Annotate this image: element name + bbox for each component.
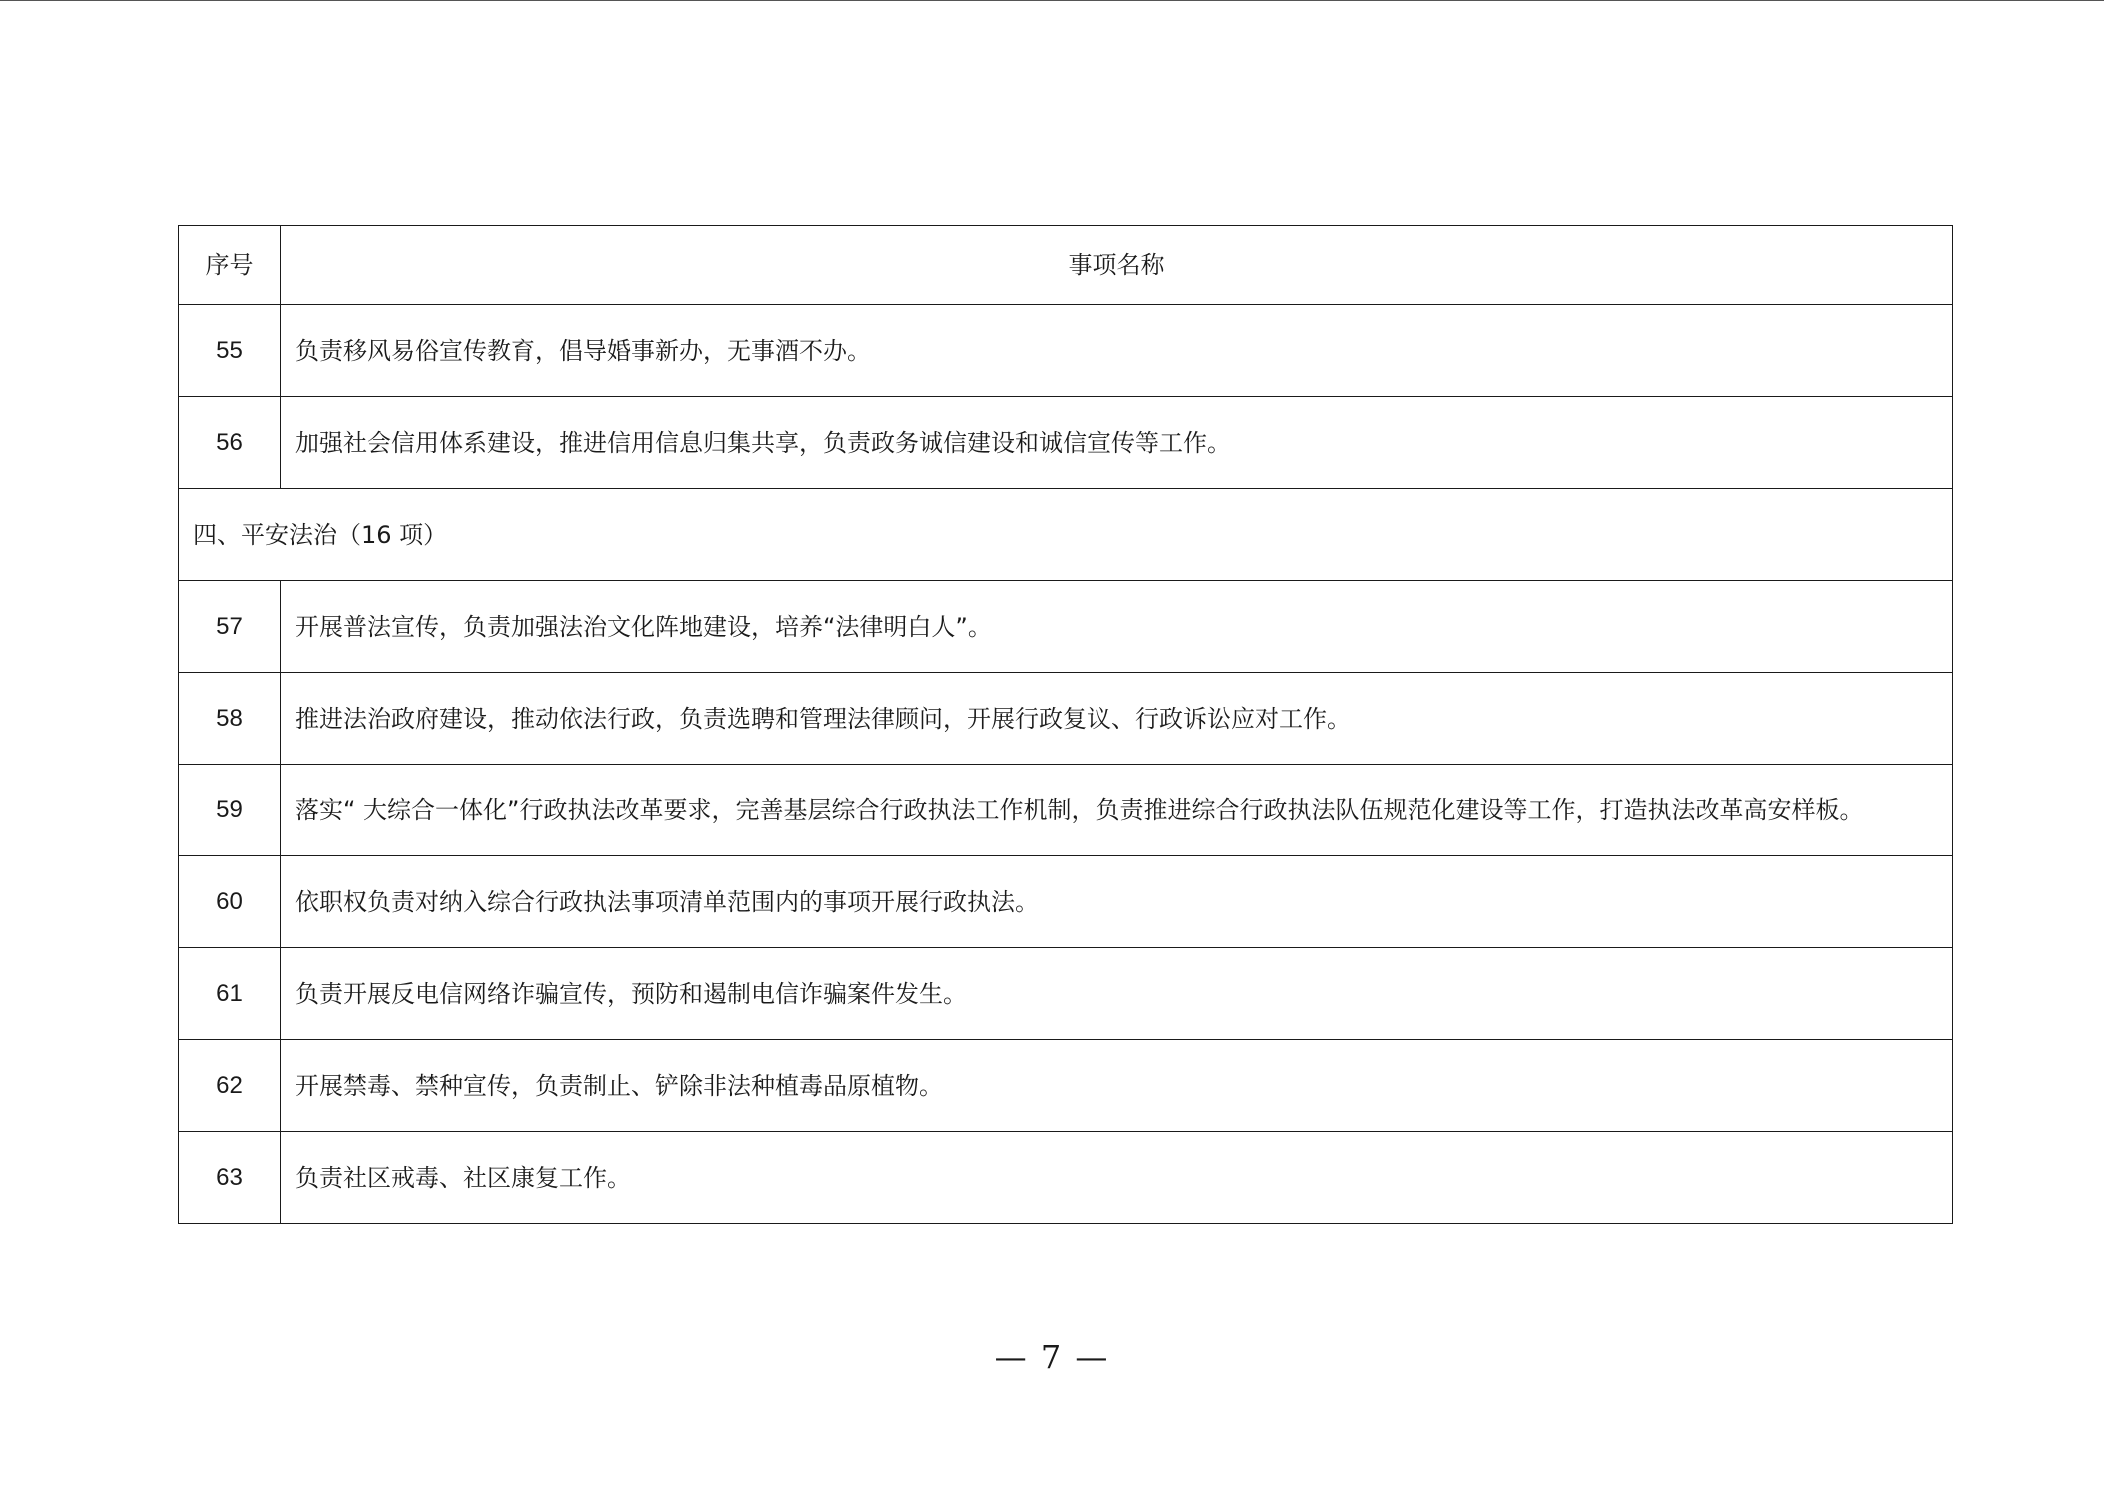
- row-matter-text: 开展禁毒、禁种宣传，负责制止、铲除非法种植毒品原植物。: [281, 1040, 1953, 1132]
- matters-table: [178, 225, 1953, 1224]
- row-number: 62: [179, 1040, 281, 1132]
- row-matter-text: 负责移风易俗宣传教育，倡导婚事新办，无事酒不办。: [281, 305, 1953, 397]
- table-row: [179, 1040, 1953, 1132]
- table-header-row: [179, 226, 1953, 305]
- row-matter-text: 负责开展反电信网络诈骗宣传，预防和遏制电信诈骗案件发生。: [281, 948, 1953, 1040]
- table-row: [179, 1132, 1953, 1224]
- table-row: [179, 673, 1953, 765]
- section-heading: 四、平安法治（16 项）: [179, 489, 1953, 581]
- row-matter-text: 加强社会信用体系建设，推进信用信息归集共享，负责政务诚信建设和诚信宣传等工作。: [281, 397, 1953, 489]
- row-number: 57: [179, 581, 281, 673]
- row-matter-text: 负责社区戒毒、社区康复工作。: [281, 1132, 1953, 1224]
- top-border-line: [0, 0, 2104, 1]
- row-number: 59: [179, 765, 281, 856]
- table-row: [179, 305, 1953, 397]
- row-number: 56: [179, 397, 281, 489]
- table-row: [179, 948, 1953, 1040]
- page-number: — 7 —: [994, 1338, 1110, 1376]
- row-number: 61: [179, 948, 281, 1040]
- row-matter-text: 推进法治政府建设，推动依法行政，负责选聘和管理法律顾问，开展行政复议、行政诉讼应对工作。: [281, 673, 1953, 765]
- header-serial-number: 序号: [179, 226, 281, 305]
- table-row: [179, 397, 1953, 489]
- row-number: 55: [179, 305, 281, 397]
- row-matter-text: 落实“ 大综合一体化”行政执法改革要求，完善基层综合行政执法工作机制，负责推进综合行政执法队伍规范化建设等工作，打造执法改革高安样板。: [281, 765, 1953, 856]
- row-number: 63: [179, 1132, 281, 1224]
- row-number: 58: [179, 673, 281, 765]
- row-number: 60: [179, 856, 281, 948]
- section-row: [179, 489, 1953, 581]
- header-matter-name: 事项名称: [281, 226, 1953, 305]
- table-row: [179, 765, 1953, 856]
- table-row: [179, 856, 1953, 948]
- row-matter-text: 开展普法宣传，负责加强法治文化阵地建设，培养“法律明白人”。: [281, 581, 1953, 673]
- row-matter-text: 依职权负责对纳入综合行政执法事项清单范围内的事项开展行政执法。: [281, 856, 1953, 948]
- table-row: [179, 581, 1953, 673]
